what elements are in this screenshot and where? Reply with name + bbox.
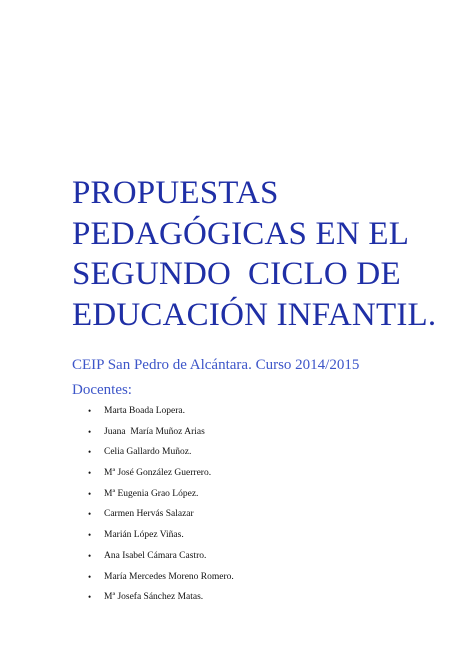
- bullet-icon: •: [88, 530, 92, 541]
- bullet-icon: •: [88, 406, 92, 416]
- list-item: [0, 587, 204, 608]
- docente-name: Ana Isabel Cámara Castro.: [104, 550, 207, 561]
- list-item: [0, 567, 234, 588]
- title-line-2: PEDAGÓGICAS EN EL: [72, 215, 410, 252]
- list-item: [0, 463, 212, 484]
- title-line-3: SEGUNDO CICLO DE: [72, 256, 401, 292]
- document-title: [72, 173, 462, 335]
- bullet-icon: •: [88, 550, 92, 561]
- bullet-icon: •: [88, 509, 92, 520]
- list-item: [0, 484, 199, 505]
- bullet-icon: •: [88, 571, 92, 582]
- docente-name: Celia Gallardo Muñoz.: [104, 447, 192, 458]
- docente-name: Mª José González Guerrero.: [104, 468, 212, 479]
- title-line-1: PROPUESTAS: [72, 175, 279, 211]
- list-item: [0, 546, 207, 567]
- bullet-icon: •: [88, 447, 92, 458]
- bullet-icon: •: [88, 426, 92, 437]
- docente-name: Carmen Hervás Salazar: [104, 509, 194, 520]
- docentes-list: [0, 401, 234, 608]
- docentes-heading: Docentes:: [72, 382, 132, 398]
- list-item: [0, 525, 184, 546]
- docente-name: Mª Eugenia Grao López.: [104, 488, 199, 499]
- school-course-subtitle: CEIP San Pedro de Alcántara. Curso 2014/2015: [72, 357, 360, 373]
- title-line-4: EDUCACIÓN INFANTIL.: [72, 296, 437, 333]
- docente-name: María Mercedes Moreno Romero.: [104, 571, 234, 582]
- list-item: [0, 422, 205, 443]
- docente-name: Mª Josefa Sánchez Matas.: [104, 592, 204, 603]
- bullet-icon: •: [88, 488, 92, 499]
- list-item: [0, 504, 194, 525]
- list-item: [0, 442, 192, 463]
- bullet-icon: •: [88, 468, 92, 479]
- docente-name: Marta Boada Lopera.: [104, 406, 185, 416]
- docente-name: Juana María Muñoz Arias: [104, 426, 205, 437]
- bullet-icon: •: [88, 592, 92, 603]
- list-item: [0, 401, 185, 422]
- docente-name: Marián López Viñas.: [104, 530, 184, 541]
